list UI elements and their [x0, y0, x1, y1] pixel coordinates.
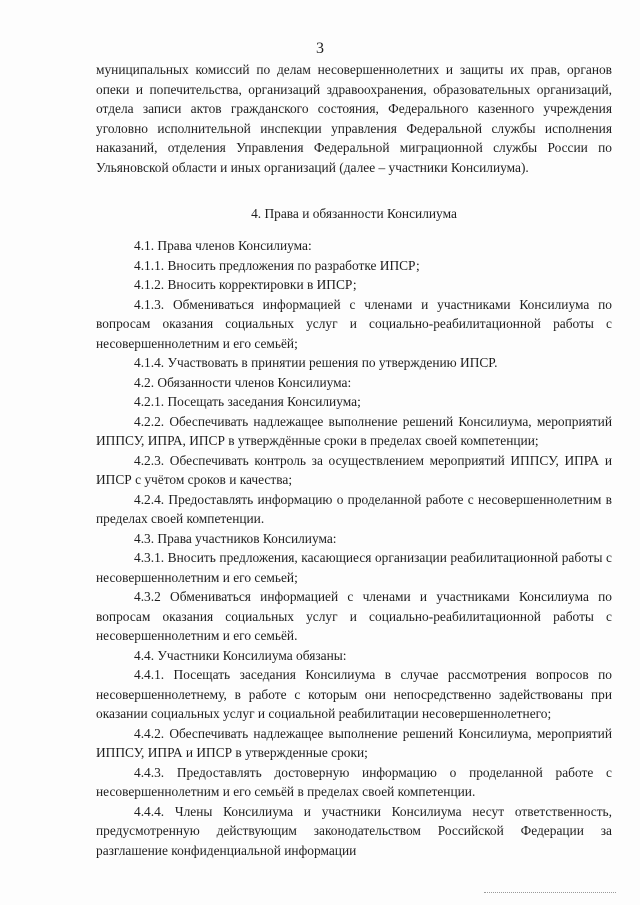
clause-4-3-1: 4.3.1. Вносить предложения, касающиеся организации реабилитационной работы с несовершеннолетним и его семьей; [96, 550, 612, 585]
clause-4-3: 4.3. Права участников Консилиума: [134, 530, 337, 546]
clause-4-1-2: 4.1.2. Вносить корректировки в ИПСР; [134, 277, 357, 292]
intro-paragraph [96, 60, 612, 177]
clause-4-3-2: 4.3.2 Обмениваться информацией с членами и участниками Консилиума по вопросам оказания социальных услуг и социально-реабилитационной работы с несовершеннолетним и его семьёй. [96, 589, 612, 643]
clause-4-1-3: 4.1.3. Обмениваться информацией с членами и участниками Консилиума по вопросам оказания социальных услуг и социально-реабилитационной работы с несовершеннолетним и его семьёй; [96, 296, 612, 351]
clause-4-1: 4.1. Права членов Консилиума: [134, 238, 312, 253]
section-heading: 4. Права и обязанности Консилиума [251, 206, 457, 221]
clause-4-4-2: 4.4.2. Обеспечивать надлежащее выполнение решений Консилиума, мероприятий ИППСУ, ИПРА и ИПСР в утвержденные сроки; [96, 725, 612, 760]
clause-4-2-1: 4.2.1. Посещать заседания Консилиума; [134, 394, 361, 409]
clause-4-2: 4.2. Обязанности членов Консилиума: [134, 374, 352, 390]
intro-text: муниципальных комиссий по делам несовершеннолетних и защиты их прав, органов опеки и попечительства, организаций здравоохранения, образовательных организаций, отдела записи актов гражданского состояния, Федерального казенного учреждения уголовно исполнительной инспекции управления Федеральной службы исполнения наказаний, отделения Управления Федеральной миграционной службы России по Ульяновской области и иных организаций (далее – участники Консилиума). [96, 62, 612, 175]
clause-4-1-1: 4.1.1. Вносить предложения по разработке ИПСР; [134, 257, 420, 273]
clause-4-2-4: 4.2.4. Предоставлять информацию о проделанной работе с несовершеннолетним в пределах своей компетенции. [96, 491, 612, 526]
clause-4-1-4: 4.1.4. Участвовать в принятии решения по утверждению ИПСР. [134, 355, 498, 370]
page-number: 3 [316, 40, 324, 57]
clause-list [96, 236, 612, 860]
clause-4-4-4: 4.4.4. Члены Консилиума и участники Консилиума несут ответственность, предусмотренную действующим законодательством Российской Федерации за разглашение конфиденциальной информации [96, 803, 612, 858]
bottom-divider [484, 892, 616, 893]
clause-4-2-3: 4.2.3. Обеспечивать контроль за осуществлением мероприятий ИППСУ, ИПРА и ИПСР с учётом сроков и качества; [96, 452, 612, 487]
clause-4-2-2: 4.2.2. Обеспечивать надлежащее выполнение решений Консилиума, мероприятий ИППСУ, ИПРА, ИПСР в утверждённые сроки в пределах своей компетенции; [96, 413, 612, 448]
clause-4-4: 4.4. Участники Консилиума обязаны: [134, 647, 347, 663]
clause-4-4-3: 4.4.3. Предоставлять достоверную информацию о проделанной работе с несовершеннолетним и его семьёй в пределах своей компетенции. [96, 764, 612, 799]
clause-4-4-1: 4.4.1. Посещать заседания Консилиума в случае рассмотрения вопросов по несовершеннолетнему, в работе с которым они непосредственно задействованы при оказании социальных услуг и социальной реабилитации несовершеннолетнего; [96, 667, 612, 721]
